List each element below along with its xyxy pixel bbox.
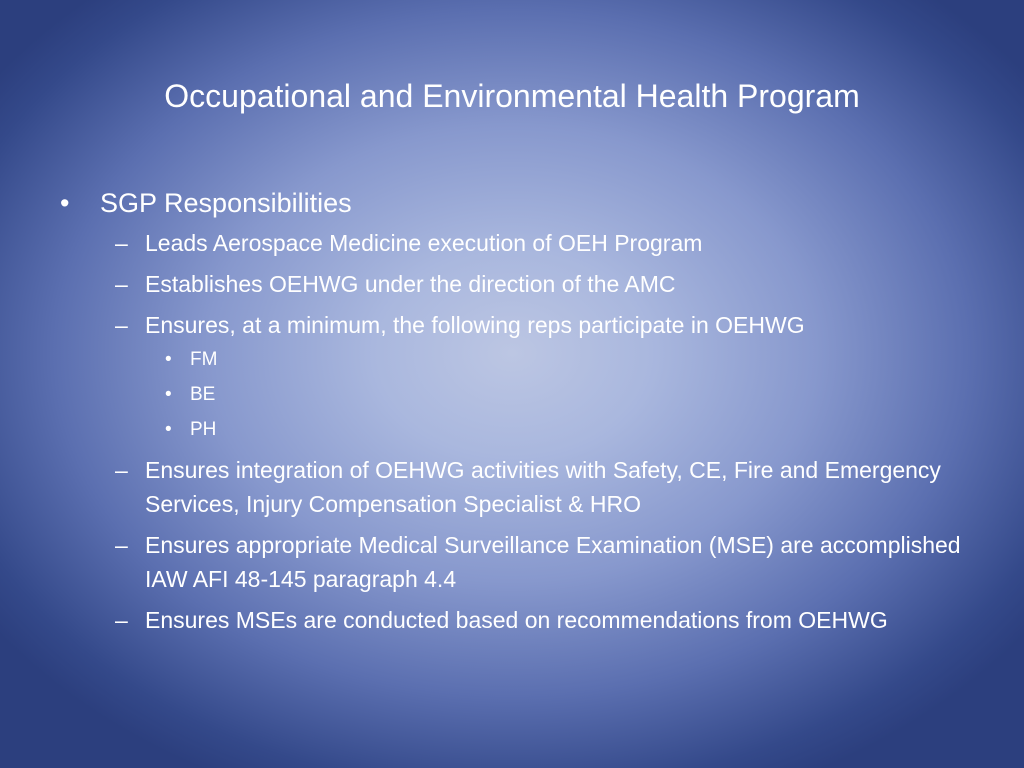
- bullet-marker: •: [165, 419, 172, 440]
- slide-content: [58, 184, 988, 644]
- bullet-marker: •: [165, 349, 172, 370]
- bullet-sgp-responsibilities: [58, 184, 988, 222]
- sub-bullet-leads: [58, 226, 988, 260]
- dash-marker: –: [115, 312, 128, 338]
- bullet-marker: •: [165, 384, 172, 405]
- sub-bullet-text: Leads Aerospace Medicine execution of OEH Program: [145, 230, 703, 256]
- sub-bullet-text: Ensures MSEs are conducted based on recommendations from OEHWG: [145, 607, 888, 633]
- bullet-text: SGP Responsibilities: [100, 188, 352, 218]
- slide-title: Occupational and Environmental Health Program: [164, 78, 860, 114]
- sub-bullet-ensures-reps: [58, 308, 988, 342]
- rep-item-fm: [58, 345, 988, 374]
- sub-bullet-mses-conducted: [58, 603, 988, 637]
- sub-bullet-mse: [58, 528, 988, 596]
- rep-item-ph: [58, 415, 988, 444]
- sub-bullet-text: Ensures, at a minimum, the following reps participate in OEHWG: [145, 312, 805, 338]
- dash-marker: –: [115, 230, 128, 256]
- sub-bullet-establishes: [58, 267, 988, 301]
- dash-marker: –: [115, 532, 128, 558]
- rep-text: BE: [190, 384, 216, 405]
- bullet-marker: •: [60, 188, 70, 218]
- rep-item-be: [58, 380, 988, 409]
- rep-text: PH: [190, 419, 217, 440]
- sub-bullet-text: Ensures appropriate Medical Surveillance Examination (MSE) are accomplished IAW AFI 48-145 paragraph 4.4: [145, 532, 961, 592]
- dash-marker: –: [115, 457, 128, 483]
- dash-marker: –: [115, 271, 128, 297]
- sub-bullet-text: Establishes OEHWG under the direction of the AMC: [145, 271, 676, 297]
- dash-marker: –: [115, 607, 128, 633]
- sub-bullet-text: Ensures integration of OEHWG activities with Safety, CE, Fire and Emergency Services, Injury Compensation Specialist & HRO: [145, 457, 941, 517]
- rep-text: FM: [190, 349, 218, 370]
- sub-bullet-integration: [58, 453, 988, 521]
